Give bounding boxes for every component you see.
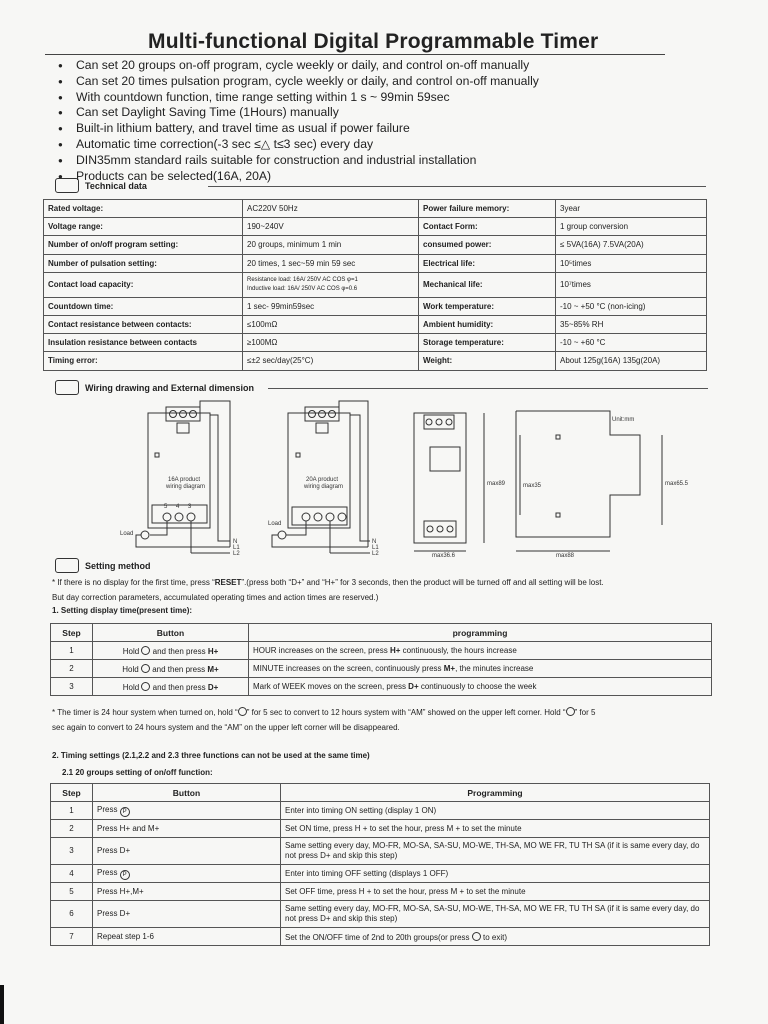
feature-item: ● With countdown function, time range setting within 1 s ~ 99min 59sec — [58, 90, 539, 106]
display-time-table — [50, 623, 712, 696]
technical-row — [44, 218, 707, 236]
technical-row — [44, 200, 707, 218]
step-row — [51, 678, 712, 696]
terminal-label: 4 — [176, 504, 180, 510]
step-button: Repeat step 1-6 — [93, 928, 281, 946]
label-20a: 20A product — [306, 477, 339, 483]
step-button: Hold and then press D+ — [93, 678, 249, 696]
step-number: 3 — [51, 838, 93, 865]
spec-value: 35~85% RH — [556, 315, 707, 333]
subsection-timing: 2. Timing settings (2.1,2.2 and 2.3 three functions can not be used at the same time) — [52, 751, 370, 760]
step-programming: Mark of WEEK moves on the screen, press D+ continuously to choose the week — [249, 678, 712, 696]
spec-name: Power failure memory: — [419, 200, 556, 218]
spec-name: Storage temperature: — [419, 334, 556, 352]
col-button: Button — [93, 784, 281, 802]
subsection-display-time: 1. Setting display time(present time): — [52, 606, 193, 615]
spec-name: Rated voltage: — [44, 200, 243, 218]
step-row — [51, 901, 710, 928]
scan-binding-mark — [0, 985, 4, 1024]
setting-heading-label: Setting method — [85, 561, 151, 571]
col-step: Step — [51, 784, 93, 802]
spec-value — [243, 272, 419, 297]
display-time-body — [51, 642, 712, 696]
device-20a-bottom-terminals — [292, 507, 347, 525]
col-step: Step — [51, 624, 93, 642]
clock-icon — [566, 707, 575, 716]
clock-icon — [141, 664, 150, 673]
note-24h: * The timer is 24 hour system when turned on, hold “ ” for 5 sec to convert to 12 hours system with “AM” showed on the upper left corner. Hold “ ” for 5 — [52, 708, 596, 717]
step-button: Press H+ and M+ — [93, 820, 281, 838]
on-off-setting-table — [50, 783, 710, 946]
step-button: Press P — [93, 802, 281, 820]
step-programming: Set ON time, press H + to set the hour, press M + to set the minute — [281, 820, 710, 838]
spec-name: Timing error: — [44, 352, 243, 370]
note-am: sec again to convert to 24 hours system and the “AM” on the upper left corner will be disappeared. — [52, 723, 400, 732]
spec-value: ≤±2 sec/day(25°C) — [243, 352, 419, 370]
spec-name: Contact load capacity: — [44, 272, 243, 297]
step-button: Hold and then press M+ — [93, 660, 249, 678]
technical-data-body — [44, 200, 707, 371]
feature-item: ● Can set Daylight Saving Time (1Hours) manually — [58, 105, 539, 121]
spec-value: ≤ 5VA(16A) 7.5VA(20A) — [556, 236, 707, 254]
wiring-heading — [55, 380, 254, 395]
technical-heading-label: Technical data — [85, 181, 147, 191]
spec-value: 10⁵times — [556, 254, 707, 272]
step-programming: MINUTE increases on the screen, continuously press M+, the minutes increase — [249, 660, 712, 678]
spec-value-line: Inductive load: 16A/ 250V AC COS φ=0.6 — [247, 285, 358, 292]
spec-value: About 125g(16A) 135g(20A) — [556, 352, 707, 370]
program-button-icon: P — [120, 807, 130, 817]
feature-item: ● Products can be selected(16A, 20A) — [58, 169, 539, 185]
step-number: 1 — [51, 642, 93, 660]
spec-value: 20 groups, minimum 1 min — [243, 236, 419, 254]
label-20a-sub: wiring diagram — [304, 484, 344, 490]
col-programming: Programming — [281, 784, 710, 802]
front-view — [414, 413, 466, 543]
col-button: Button — [93, 624, 249, 642]
step-programming: Same setting every day, MO-FR, MO-SA, SA-SU, MO-WE, TH-SA, MO WE FR, TU TH SA (if it is same every day, do not press D+ and skip this step) — [281, 838, 710, 865]
checkbox-outline-icon — [55, 558, 79, 573]
spec-value: 190~240V — [243, 218, 419, 236]
label-load-20a: Load — [268, 521, 282, 527]
step-row — [51, 642, 712, 660]
device-16a-relay — [177, 423, 189, 433]
dim-label: max65.5 — [665, 481, 689, 487]
on-off-setting-body — [51, 802, 710, 946]
wiring-diagram — [0, 395, 768, 565]
spec-name: consumed power: — [419, 236, 556, 254]
spec-name: Insulation resistance between contacts — [44, 334, 243, 352]
label-n: N — [372, 539, 377, 545]
step-programming: Set OFF time, press H + to set the hour, press M + to set the minute — [281, 883, 710, 901]
device-16a-body — [148, 413, 210, 528]
step-button: Press P — [93, 865, 281, 883]
step-number: 3 — [51, 678, 93, 696]
spec-name: Ambient humidity: — [419, 315, 556, 333]
technical-row — [44, 334, 707, 352]
clock-icon — [141, 682, 150, 691]
spec-value: 3year — [556, 200, 707, 218]
terminal-label: 3 — [188, 504, 192, 510]
feature-item: ● DIN35mm standard rails suitable for construction and industrial installation — [58, 153, 539, 169]
clock-icon — [472, 932, 481, 941]
section-rule — [268, 388, 708, 389]
document-title: Multi-functional Digital Programmable Timer — [148, 30, 599, 53]
spec-value-line: Resistance load: 16A/ 250V AC COS φ=1 — [247, 276, 358, 283]
clock-icon — [238, 707, 247, 716]
wiring-heading-label: Wiring drawing and External dimension — [85, 383, 254, 393]
step-row — [51, 865, 710, 883]
title-rule — [45, 54, 665, 55]
step-row — [51, 820, 710, 838]
col-programming: programming — [249, 624, 712, 642]
section-rule — [208, 186, 706, 187]
label-16a-sub: wiring diagram — [166, 484, 206, 490]
label-l2: L2 — [233, 551, 240, 557]
spec-name: Contact resistance between contacts: — [44, 315, 243, 333]
step-number: 2 — [51, 660, 93, 678]
step-button: Press D+ — [93, 838, 281, 865]
dim-label: max89 — [487, 481, 506, 487]
step-row — [51, 883, 710, 901]
checkbox-outline-icon — [55, 178, 79, 193]
label-l1: L1 — [233, 545, 240, 551]
label-16a: 16A product — [168, 477, 201, 483]
terminal-label: 5 — [164, 504, 168, 510]
step-row — [51, 802, 710, 820]
spec-value: ≤100mΩ — [243, 315, 419, 333]
step-number: 4 — [51, 865, 93, 883]
spec-value: 1 group conversion — [556, 218, 707, 236]
step-number: 5 — [51, 883, 93, 901]
spec-value: 1 sec- 99min59sec — [243, 297, 419, 315]
dim-label: max88 — [556, 553, 575, 559]
subsection-groups: 2.1 20 groups setting of on/off function: — [62, 768, 213, 777]
unit-label: Unit:mm — [612, 417, 635, 423]
spec-value: -10 ~ +50 °C (non-icing) — [556, 297, 707, 315]
step-programming: HOUR increases on the screen, press H+ continuously, the hours increase — [249, 642, 712, 660]
step-programming: Enter into timing OFF setting (displays 1 OFF) — [281, 865, 710, 883]
spec-name: Contact Form: — [419, 218, 556, 236]
label-load-16a: Load — [120, 531, 134, 537]
technical-row — [44, 254, 707, 272]
side-view — [516, 411, 640, 537]
spec-value: 10⁷times — [556, 272, 707, 297]
spec-name: Mechanical life: — [419, 272, 556, 297]
label-n: N — [233, 539, 238, 545]
feature-item: ● Built-in lithium battery, and travel time as usual if power failure — [58, 121, 539, 137]
step-button: Press D+ — [93, 901, 281, 928]
device-20a-top-terminals — [305, 407, 339, 421]
dim-label: max35 — [523, 483, 542, 489]
feature-item: ● Can set 20 times pulsation program, cycle weekly or daily, and control on-off manually — [58, 74, 539, 90]
label-l1: L1 — [372, 545, 379, 551]
step-row — [51, 660, 712, 678]
spec-name: Weight: — [419, 352, 556, 370]
technical-row — [44, 236, 707, 254]
spec-name: Number of pulsation setting: — [44, 254, 243, 272]
label-l2: L2 — [372, 551, 379, 557]
device-16a-bottom-terminals — [152, 505, 207, 523]
spec-value: 20 times, 1 sec~59 min 59 sec — [243, 254, 419, 272]
note-reserved: But day correction parameters, accumulated operating times and action times are reserved.) — [52, 593, 379, 602]
technical-heading — [55, 178, 147, 193]
step-number: 6 — [51, 901, 93, 928]
step-number: 7 — [51, 928, 93, 946]
clock-icon — [141, 646, 150, 655]
step-programming: Same setting every day, MO-FR, MO-SA, SA-SU, MO-WE, TH-SA, MO WE FR, TU TH SA (if it is same every day, do not press D+ and skip this step) — [281, 901, 710, 928]
feature-list — [58, 58, 539, 184]
setting-heading — [55, 558, 151, 573]
spec-name: Work temperature: — [419, 297, 556, 315]
spec-value: ≥100MΩ — [243, 334, 419, 352]
spec-value: -10 ~ +60 °C — [556, 334, 707, 352]
step-number: 2 — [51, 820, 93, 838]
device-16a-top-terminals — [166, 407, 200, 421]
technical-row — [44, 315, 707, 333]
step-programming: Set the ON/OFF time of 2nd to 20th groups(or press to exit) — [281, 928, 710, 946]
step-number: 1 — [51, 802, 93, 820]
device-20a-body — [288, 413, 350, 528]
program-button-icon: P — [120, 870, 130, 880]
technical-row — [44, 297, 707, 315]
step-button: Press H+,M+ — [93, 883, 281, 901]
step-row — [51, 928, 710, 946]
spec-name: Countdown time: — [44, 297, 243, 315]
checkbox-outline-icon — [55, 380, 79, 395]
feature-item: ● Can set 20 groups on-off program, cycle weekly or daily, and control on-off manually — [58, 58, 539, 74]
step-button: Hold and then press H+ — [93, 642, 249, 660]
step-programming: Enter into timing ON setting (display 1 ON) — [281, 802, 710, 820]
technical-row — [44, 272, 707, 297]
spec-name: Electrical life: — [419, 254, 556, 272]
dim-label: max36.6 — [432, 553, 456, 559]
feature-item: ● Automatic time correction(-3 sec ≤△ t≤3 sec) every day — [58, 137, 539, 153]
step-row — [51, 838, 710, 865]
technical-row — [44, 352, 707, 370]
spec-name: Number of on/off program setting: — [44, 236, 243, 254]
technical-data-table — [43, 199, 707, 371]
note-reset: * If there is no display for the first time, press “RESET”.(press both “D+” and “H+” for 3 seconds, then the product will be turned off and all setting will be lost. — [52, 578, 604, 587]
spec-value: AC220V 50Hz — [243, 200, 419, 218]
spec-name: Voltage range: — [44, 218, 243, 236]
